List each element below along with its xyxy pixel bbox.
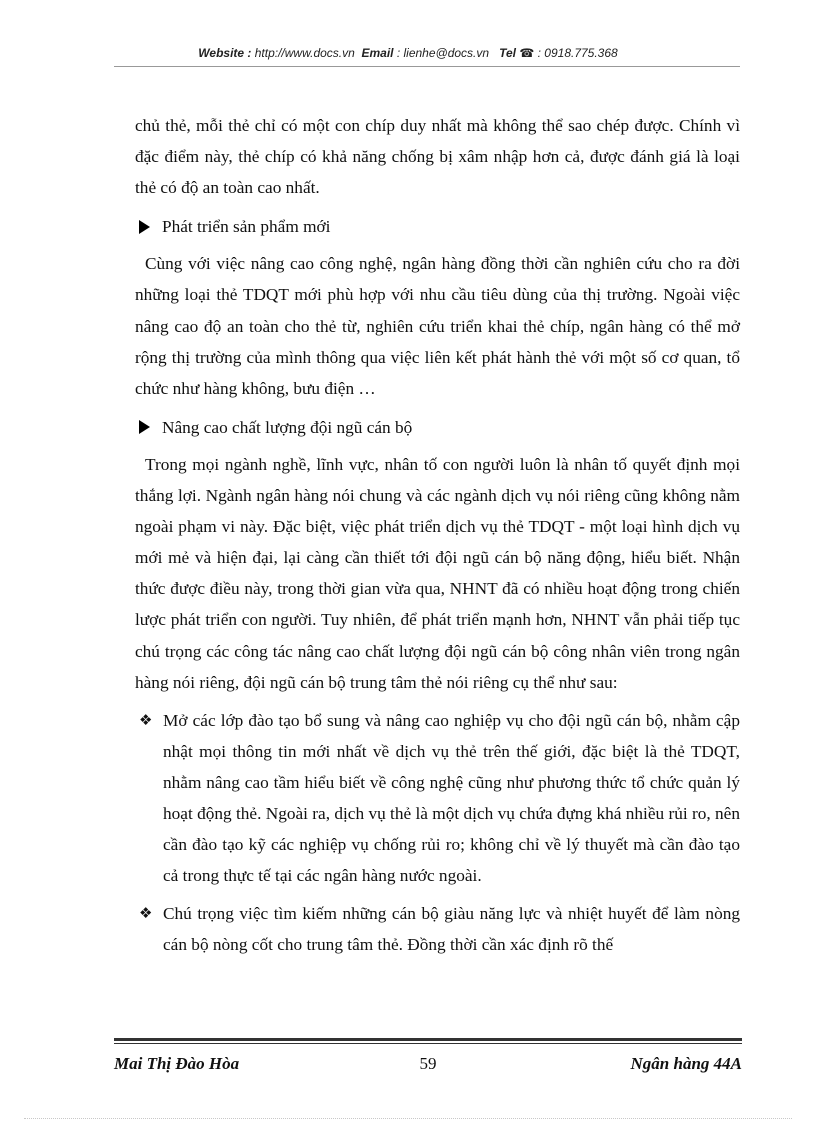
document-body bbox=[135, 110, 740, 960]
email-value[interactable]: : lienhe@docs.vn bbox=[396, 46, 490, 60]
paragraph-staff-quality: Trong mọi ngành nghề, lĩnh vực, nhân tố con người luôn là nhân tố quyết định mọi thắng lợi. Ngành ngân hàng nói chung và các ngành dịch vụ nói riêng cũng không nằm ngoài phạm vi này. Đặc biệt, việc phát triển dịch vụ thẻ TDQT - một loại hình dịch vụ mới mẻ và hiện đại, lại càng cần thiết tới đội ngũ cán bộ năng động, hiểu biết. Nhận thức được điều này, trong thời gian vừa qua, NHNT đã có nhiều hoạt động trong chiến lược phát triển con người. Tuy nhiên, để phát triển mạnh hơn, NHNT vẫn phải tiếp tục chú trọng các công tác nâng cao chất lượng đội ngũ cán bộ công nhân viên trong ngân hàng nói riêng, đội ngũ cán bộ trung tâm thẻ nói riêng cụ thể như sau: bbox=[135, 454, 740, 692]
page-bottom-border bbox=[24, 1118, 792, 1119]
footer-divider-thin bbox=[114, 1043, 742, 1044]
arrow-bullet-icon bbox=[139, 220, 150, 234]
footer-author: Mai Thị Đào Hòa bbox=[114, 1054, 240, 1073]
tel-label: Tel bbox=[499, 46, 516, 60]
section-heading-new-products bbox=[139, 211, 740, 242]
phone-icon: ☎ bbox=[519, 46, 535, 60]
section-heading-staff-quality bbox=[139, 412, 740, 443]
bullet-text-recruitment: Chú trọng việc tìm kiếm những cán bộ giàu năng lực và nhiệt huyết để làm nòng cán bộ nòng cốt cho trung tâm thẻ. Đồng thời cần xác định rõ thế bbox=[163, 904, 740, 955]
email-label: Email bbox=[361, 46, 394, 60]
website-label: Website : bbox=[198, 46, 252, 60]
header-divider bbox=[114, 66, 740, 67]
page-number: 59 bbox=[419, 1054, 437, 1073]
paragraph-new-products: Cùng với việc nâng cao công nghệ, ngân hàng đồng thời cần nghiên cứu cho ra đời những loại thẻ TDQT mới phù hợp với nhu cầu tiêu dùng của thị trường. Ngoài việc nâng cao độ an toàn cho thẻ từ, nghiên cứu triển khai thẻ chíp, ngân hàng có thể mở rộng thị trường của mình thông qua việc liên kết phát hành thẻ với một số cơ quan, tổ chức như hàng không, bưu điện … bbox=[135, 254, 740, 398]
diamond-bullet-icon: ❖ bbox=[139, 710, 153, 729]
arrow-bullet-icon bbox=[139, 420, 150, 434]
list-item bbox=[135, 898, 740, 960]
page-header bbox=[0, 46, 816, 60]
website-url[interactable]: http://www.docs.vn bbox=[254, 46, 355, 60]
bullet-text-training: Mở các lớp đào tạo bổ sung và nâng cao nghiệp vụ cho đội ngũ cán bộ, nhằm cập nhật mọi thông tin mới nhất về dịch vụ thẻ trên thế giới, đặc biệt là thẻ TDQT, nhằm nâng cao tầm hiểu biết về công nghệ cũng như phương thức tổ chức quản lý hoạt động thẻ. Ngoài ra, dịch vụ thẻ là một dịch vụ chứa đựng khá nhiều rủi ro, nên cần đào tạo kỹ các nghiệp vụ chống rủi ro; không chỉ về lý thuyết mà cần đào tạo cả trong thực tế tại các ngân hàng nước ngoài. bbox=[163, 710, 740, 886]
diamond-bullet-icon: ❖ bbox=[139, 904, 153, 923]
heading-text: Nâng cao chất lượng đội ngũ cán bộ bbox=[162, 417, 413, 437]
heading-text: Phát triển sản phẩm mới bbox=[162, 217, 331, 237]
footer-class: Ngân hàng 44A bbox=[630, 1054, 742, 1073]
tel-value: : 0918.775.368 bbox=[537, 46, 618, 60]
list-item bbox=[135, 705, 740, 892]
paragraph-chip-card: chủ thẻ, mỗi thẻ chỉ có một con chíp duy nhất mà không thể sao chép được. Chính vì đặc điểm này, thẻ chíp có khả năng chống bị xâm nhập hơn cả, được đánh giá là loại thẻ có độ an toàn cao nhất. bbox=[135, 116, 740, 198]
footer-divider-thick bbox=[114, 1038, 742, 1041]
